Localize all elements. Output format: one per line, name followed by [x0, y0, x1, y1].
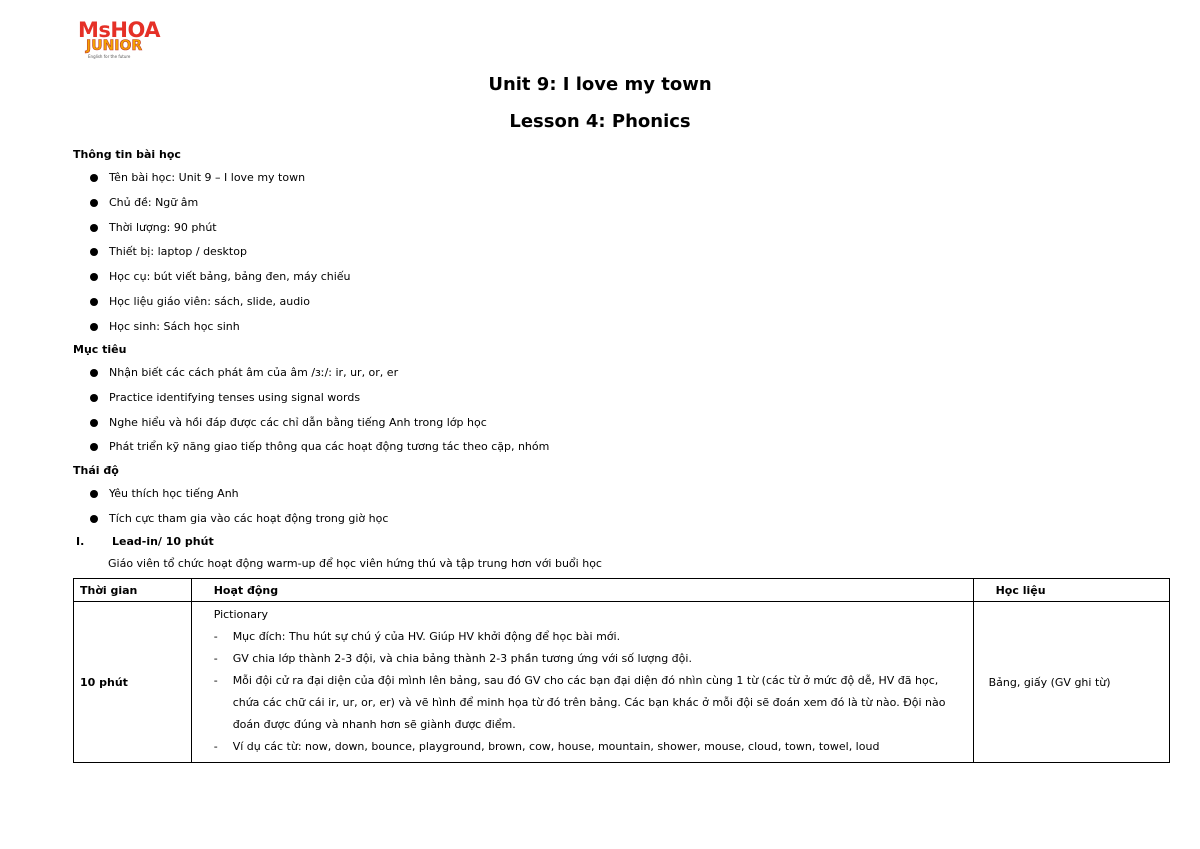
attitude-list	[90, 487, 388, 537]
objectives-list	[90, 366, 549, 465]
list-item: Học cụ: bút viết bảng, bảng đen, máy chiếu	[90, 270, 351, 295]
logo-tagline: English for the future	[88, 54, 131, 59]
cell-materials: Bảng, giấy (GV ghi từ)	[973, 602, 1169, 763]
logo-brand-text: MsHOA	[78, 18, 161, 42]
list-item: Thiết bị: laptop / desktop	[90, 245, 351, 270]
logo-sub-text: JUNIOR	[86, 38, 143, 54]
header-materials: Học liệu	[973, 579, 1169, 602]
bullet-icon	[90, 273, 98, 281]
lesson-plan-table	[73, 578, 1170, 763]
section-description: Giáo viên tổ chức hoạt động warm-up để học viên hứng thú và tập trung hơn với buổi học	[108, 557, 602, 570]
bullet-icon	[90, 419, 98, 427]
bullet-icon	[90, 490, 98, 498]
unit-title: Unit 9: I love my town	[488, 74, 712, 95]
list-item: Nghe hiểu và hồi đáp được các chỉ dẫn bằng tiếng Anh trong lớp học	[90, 416, 549, 441]
section-title: Lead-in/ 10 phút	[112, 535, 214, 548]
table-header-row	[74, 579, 1170, 602]
brand-logo	[78, 18, 160, 62]
objectives-heading: Mục tiêu	[73, 343, 127, 356]
table-row	[74, 602, 1170, 763]
activity-name: Pictionary	[213, 608, 269, 621]
list-item: Học sinh: Sách học sinh	[90, 320, 351, 345]
attitude-heading: Thái độ	[73, 464, 119, 477]
list-item: Chủ đề: Ngữ âm	[90, 196, 351, 221]
list-item: Tên bài học: Unit 9 – I love my town	[90, 171, 351, 196]
header-activity: Hoạt động	[191, 579, 973, 602]
bullet-icon	[90, 199, 98, 207]
list-item: Tích cực tham gia vào các hoạt động trong giờ học	[90, 512, 388, 537]
list-item: Thời lượng: 90 phút	[90, 221, 351, 246]
header-time: Thời gian	[74, 579, 192, 602]
bullet-icon	[90, 174, 98, 182]
bullet-icon	[90, 248, 98, 256]
activity-line: - Mỗi đội cử ra đại diện của đội mình lên bảng, sau đó GV cho các bạn đại diện đó nhìn cùng 1 từ (các từ ở mức độ dễ, HV đã học, chứa các chữ cái ir, ur, or, er) và vẽ hình để minh họa từ đó trên bảng. Các bạn khác ở mỗi đội sẽ đoán xem đó là từ nào. Đội nào đoán được đúng và nhanh hơn sẽ giành được điểm.	[213, 674, 946, 731]
bullet-icon	[90, 323, 98, 331]
list-item: Yêu thích học tiếng Anh	[90, 487, 388, 512]
list-item: Học liệu giáo viên: sách, slide, audio	[90, 295, 351, 320]
lesson-title: Lesson 4: Phonics	[509, 111, 691, 132]
bullet-icon	[90, 515, 98, 523]
bullet-icon	[90, 443, 98, 451]
list-item: Practice identifying tenses using signal words	[90, 391, 549, 416]
cell-time: 10 phút	[74, 602, 192, 763]
list-item: Nhận biết các cách phát âm của âm /ɜː/: ir, ur, or, er	[90, 366, 549, 391]
lesson-info-heading: Thông tin bài học	[73, 148, 181, 161]
cell-activity	[191, 602, 973, 763]
bullet-icon	[90, 369, 98, 377]
section-numeral: I.	[76, 535, 85, 548]
bullet-icon	[90, 298, 98, 306]
lesson-info-list	[90, 171, 351, 345]
activity-line: - GV chia lớp thành 2-3 đội, và chia bảng thành 2-3 phần tương ứng với số lượng đội.	[213, 652, 692, 665]
bullet-icon	[90, 224, 98, 232]
bullet-icon	[90, 394, 98, 402]
activity-line: - Mục đích: Thu hút sự chú ý của HV. Giúp HV khởi động để học bài mới.	[213, 630, 621, 643]
activity-line: - Ví dụ các từ: now, down, bounce, playground, brown, cow, house, mountain, shower, mouse, cloud, town, towel, loud	[213, 740, 880, 753]
list-item: Phát triển kỹ năng giao tiếp thông qua các hoạt động tương tác theo cặp, nhóm	[90, 440, 549, 465]
